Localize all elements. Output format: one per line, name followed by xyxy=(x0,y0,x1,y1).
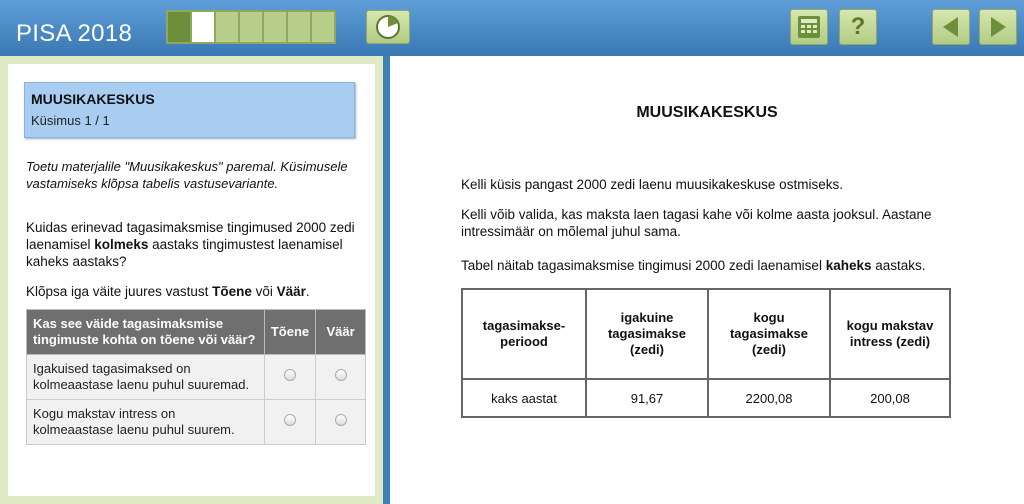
question-text-part: Kuidas erinevad tagasimaksmise tingimused 2000 zedi laenamisel xyxy=(26,220,355,252)
progress-bar xyxy=(166,10,336,44)
next-button[interactable] xyxy=(979,9,1017,45)
question-text xyxy=(26,219,359,270)
table-row xyxy=(462,379,950,417)
timer-button[interactable] xyxy=(366,10,410,44)
stimulus-paragraph xyxy=(461,257,981,274)
total-payment-cell: 2200,08 xyxy=(708,379,830,417)
progress-segment xyxy=(288,12,310,42)
answer-table-header-statement: Kas see väide tagasimaksmise tingimuste kohta on tõene või väär? xyxy=(27,310,265,355)
stimulus-panel xyxy=(390,56,1024,504)
question-text-part: aastaks tingimustest laenamisel kaheks aastaks? xyxy=(26,237,343,269)
table-row xyxy=(27,355,366,400)
top-bar xyxy=(0,0,1024,56)
false-cell xyxy=(316,355,366,400)
false-cell xyxy=(316,400,366,445)
true-word: Tõene xyxy=(212,284,252,299)
stimulus-paragraph: Kelli võib valida, kas maksta laen tagasi kahe või kolme aasta jooksul. Aastane intressimäär on mõlemal juhul sama. xyxy=(461,207,932,239)
true-cell xyxy=(264,400,315,445)
help-button[interactable] xyxy=(839,9,877,45)
question-panel xyxy=(0,56,383,504)
loan-table-header: kogu tagasimakse (zedi) xyxy=(708,289,830,379)
instruction-text: Toetu materjalile "Muusikakeskus" paremal. Küsimusele vastamiseks klõpsa tabelis vastusevariante. xyxy=(26,159,348,191)
previous-button[interactable] xyxy=(932,9,970,45)
answer-table xyxy=(26,309,366,445)
click-instruction-part: või xyxy=(251,284,277,299)
loan-table xyxy=(461,288,951,418)
unit-title: MUUSIKAKESKUS xyxy=(31,91,155,107)
progress-segment xyxy=(264,12,286,42)
help-icon: ? xyxy=(850,13,866,40)
click-instruction-part: Klõpsa iga väite juures vastust xyxy=(26,284,213,299)
monthly-payment-cell: 91,67 xyxy=(586,379,708,417)
progress-segment xyxy=(240,12,262,42)
loan-table-header: igakuine tagasimakse (zedi) xyxy=(586,289,708,379)
forward-arrow-icon xyxy=(985,14,1011,40)
answer-table-header-true: Tõene xyxy=(264,310,315,355)
true-radio[interactable] xyxy=(284,414,296,426)
statement-text: Igakuised tagasimaksed on kolmeaastase laenu puhul suuremad. xyxy=(27,355,265,400)
stimulus-paragraph-part: aastaks. xyxy=(871,258,926,273)
stimulus-title: MUUSIKAKESKUS xyxy=(636,104,778,121)
question-bold-word: kolmeks xyxy=(94,237,149,252)
true-cell xyxy=(264,355,315,400)
question-panel-content xyxy=(8,64,375,496)
question-header xyxy=(24,82,355,138)
loan-table-header: tagasimakse-periood xyxy=(462,289,586,379)
calculator-button[interactable] xyxy=(790,9,828,45)
statement-text: Kogu makstav intress on kolmeaastase laenu puhul suurem. xyxy=(27,400,265,445)
app-title: PISA 2018 xyxy=(16,20,133,47)
false-radio[interactable] xyxy=(335,414,347,426)
stimulus-bold-word: kaheks xyxy=(825,258,872,273)
true-radio[interactable] xyxy=(284,369,296,381)
stimulus-paragraph: Kelli küsis pangast 2000 zedi laenu muusikakeskuse ostmiseks. xyxy=(461,177,843,192)
table-row xyxy=(27,400,366,445)
progress-segment xyxy=(192,12,214,42)
back-arrow-icon xyxy=(938,14,964,40)
progress-segment xyxy=(312,12,334,42)
total-interest-cell: 200,08 xyxy=(830,379,950,417)
stimulus-paragraph-part: Tabel näitab tagasimaksmise tingimusi 2000 zedi laenamisel xyxy=(461,258,826,273)
progress-segment xyxy=(216,12,238,42)
click-instruction xyxy=(26,284,359,299)
click-instruction-part: . xyxy=(305,284,310,299)
false-radio[interactable] xyxy=(335,369,347,381)
timer-icon xyxy=(374,13,402,41)
loan-table-header: kogu makstav intress (zedi) xyxy=(830,289,950,379)
answer-table-header-false: Väär xyxy=(316,310,366,355)
loan-period-cell: kaks aastat xyxy=(462,379,586,417)
calculator-icon xyxy=(796,14,822,40)
false-word: Väär xyxy=(276,284,306,299)
progress-segment xyxy=(168,12,190,42)
question-number: Küsimus 1 / 1 xyxy=(31,113,110,128)
